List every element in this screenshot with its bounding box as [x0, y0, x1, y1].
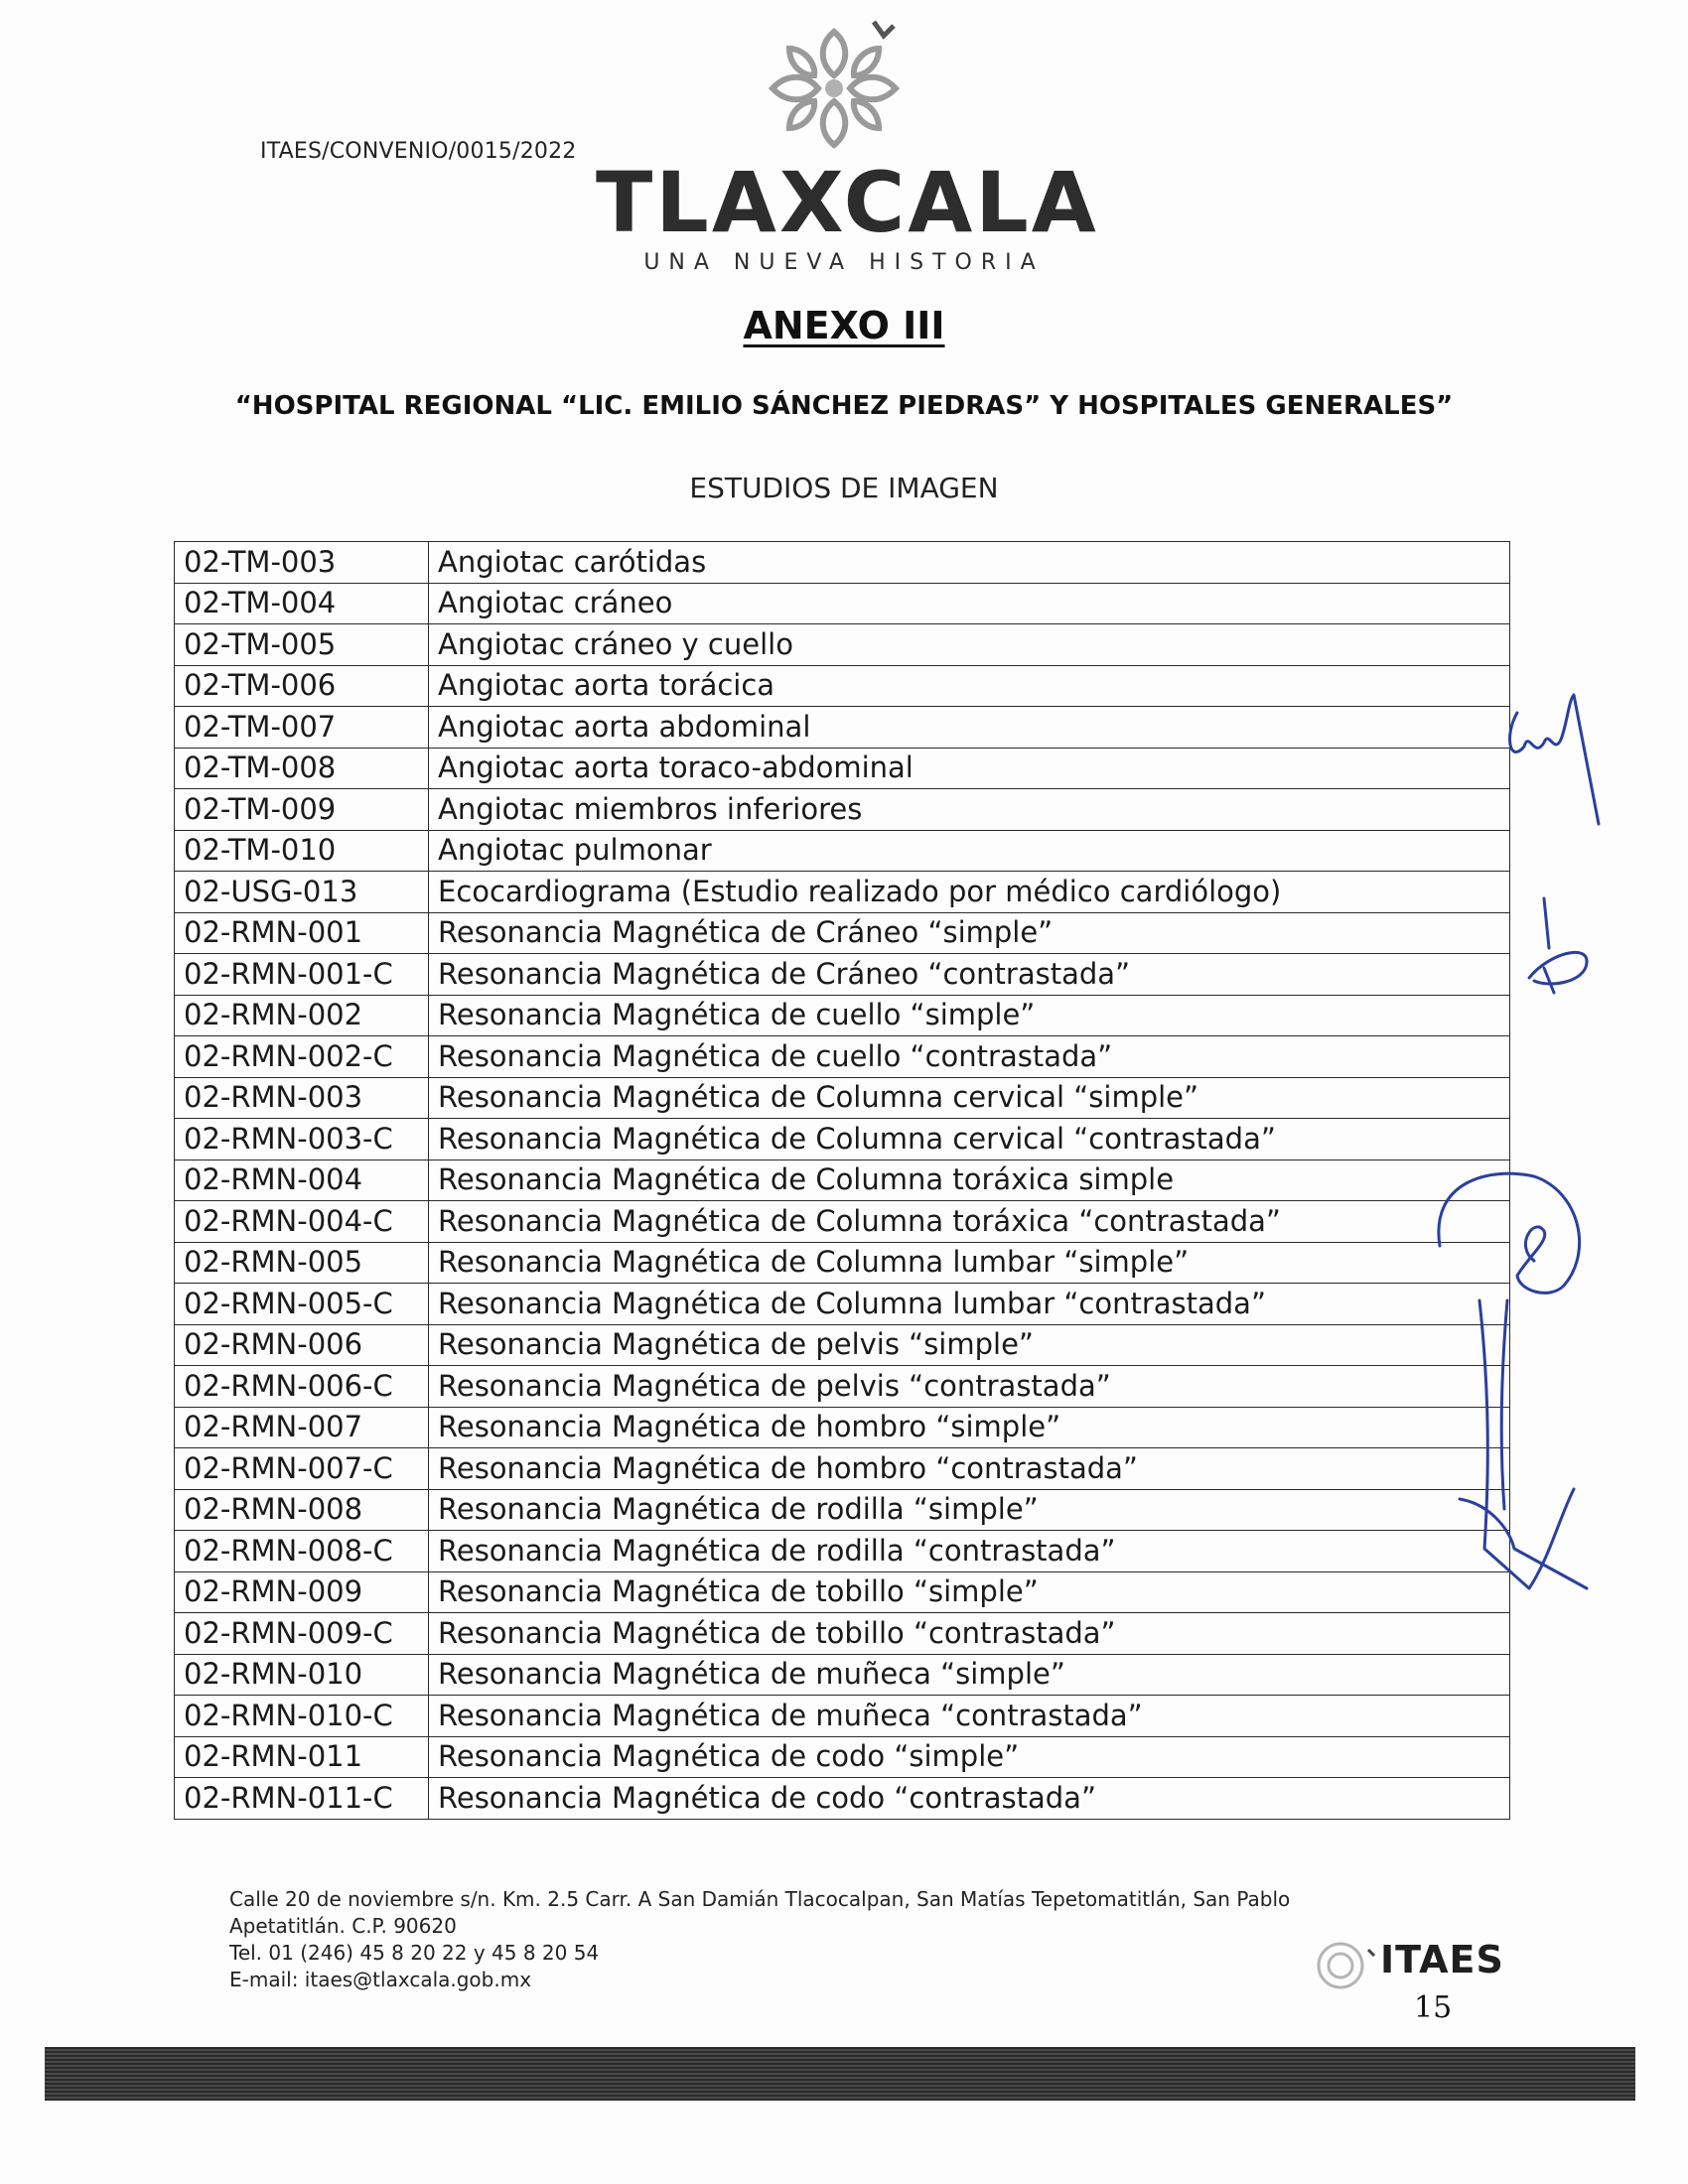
table-row — [175, 830, 1510, 872]
study-code: 02-RMN-001 — [175, 912, 429, 954]
address-line: Calle 20 de noviembre s/n. Km. 2.5 Carr. A San Damián Tlacocalpan, San Matías Tepetomatitlán, San Pablo — [229, 1887, 1291, 1911]
annex-title: ANEXO III — [743, 304, 945, 347]
study-description: Resonancia Magnética de codo “simple” — [429, 1736, 1510, 1778]
study-description: Angiotac aorta torácica — [429, 665, 1510, 707]
studies-table-body — [175, 542, 1510, 1820]
study-code: 02-RMN-007 — [175, 1407, 429, 1448]
signature-1 — [1510, 695, 1599, 824]
table-row — [175, 1036, 1510, 1078]
study-description: Resonancia Magnética de rodilla “simple” — [429, 1489, 1510, 1531]
study-code: 02-RMN-011 — [175, 1736, 429, 1778]
study-code: 02-RMN-003-C — [175, 1119, 429, 1160]
table-row — [175, 583, 1510, 624]
study-description: Resonancia Magnética de Cráneo “simple” — [429, 912, 1510, 954]
table-row — [175, 707, 1510, 749]
phone-line: Tel. 01 (246) 45 8 20 22 y 45 8 20 54 — [229, 1941, 600, 1965]
study-description: Angiotac cráneo — [429, 583, 1510, 624]
table-row — [175, 1571, 1510, 1613]
footer-bar — [45, 2047, 1635, 2101]
table-row — [175, 1119, 1510, 1160]
study-code: 02-TM-009 — [175, 789, 429, 831]
hospital-subtitle: “HOSPITAL REGIONAL “LIC. EMILIO SÁNCHEZ PIEDRAS” Y HOSPITALES GENERALES” — [234, 391, 1454, 421]
study-description: Resonancia Magnética de tobillo “simple” — [429, 1571, 1510, 1613]
study-description: Angiotac aorta toraco-abdominal — [429, 748, 1510, 789]
page-number: 15 — [1414, 1990, 1453, 2025]
study-code: 02-RMN-010 — [175, 1654, 429, 1696]
study-description: Resonancia Magnética de tobillo “contrastada” — [429, 1613, 1510, 1655]
table-row — [175, 1201, 1510, 1243]
study-code: 02-RMN-010-C — [175, 1696, 429, 1737]
study-code: 02-TM-003 — [175, 542, 429, 584]
table-row — [175, 1407, 1510, 1448]
study-description: Resonancia Magnética de Columna lumbar “contrastada” — [429, 1284, 1510, 1325]
study-code: 02-RMN-005-C — [175, 1284, 429, 1325]
study-code: 02-TM-010 — [175, 830, 429, 872]
study-code: 02-RMN-005 — [175, 1242, 429, 1284]
email-line: E-mail: itaes@tlaxcala.gob.mx — [229, 1968, 532, 1991]
study-description: Resonancia Magnética de hombro “contrastada” — [429, 1448, 1510, 1490]
table-row — [175, 1077, 1510, 1119]
study-description: Angiotac cráneo y cuello — [429, 624, 1510, 666]
study-code: 02-TM-008 — [175, 748, 429, 789]
logo-wordmark: TLAXCALA — [596, 154, 1099, 251]
study-code: 02-RMN-009-C — [175, 1613, 429, 1655]
studies-table — [174, 541, 1510, 1820]
study-description: Resonancia Magnética de hombro “simple” — [429, 1407, 1510, 1448]
itaes-logo-text: ITAES — [1380, 1938, 1504, 1981]
study-code: 02-RMN-008 — [175, 1489, 429, 1531]
study-code: 02-TM-006 — [175, 665, 429, 707]
study-description: Resonancia Magnética de rodilla “contrastada” — [429, 1531, 1510, 1572]
study-code: 02-RMN-004-C — [175, 1201, 429, 1243]
study-description: Resonancia Magnética de Columna cervical “contrastada” — [429, 1119, 1510, 1160]
study-code: 02-RMN-008-C — [175, 1531, 429, 1572]
study-description: Resonancia Magnética de cuello “simple” — [429, 995, 1510, 1036]
study-code: 02-USG-013 — [175, 872, 429, 913]
tlaxcala-emblem-icon — [735, 14, 933, 163]
study-code: 02-RMN-006-C — [175, 1366, 429, 1408]
study-code: 02-RMN-002 — [175, 995, 429, 1036]
signature-2 — [1529, 898, 1587, 993]
study-description: Resonancia Magnética de cuello “contrastada” — [429, 1036, 1510, 1078]
table-row — [175, 872, 1510, 913]
study-code: 02-TM-007 — [175, 707, 429, 749]
study-code: 02-RMN-004 — [175, 1160, 429, 1201]
study-code: 02-RMN-009 — [175, 1571, 429, 1613]
study-code: 02-RMN-007-C — [175, 1448, 429, 1490]
table-row — [175, 1242, 1510, 1284]
table-row — [175, 1324, 1510, 1366]
table-row — [175, 1366, 1510, 1408]
study-description: Resonancia Magnética de muñeca “contrastada” — [429, 1696, 1510, 1737]
table-row — [175, 912, 1510, 954]
study-description: Resonancia Magnética de Columna toráxica simple — [429, 1160, 1510, 1201]
table-row — [175, 1736, 1510, 1778]
address-line: Apetatitlán. C.P. 90620 — [229, 1914, 457, 1938]
study-description: Ecocardiograma (Estudio realizado por médico cardiólogo) — [429, 872, 1510, 913]
table-row — [175, 748, 1510, 789]
table-row — [175, 1531, 1510, 1572]
table-row — [175, 542, 1510, 584]
study-code: 02-RMN-006 — [175, 1324, 429, 1366]
table-row — [175, 1654, 1510, 1696]
study-code: 02-RMN-011-C — [175, 1778, 429, 1820]
table-row — [175, 789, 1510, 831]
study-description: Resonancia Magnética de muñeca “simple” — [429, 1654, 1510, 1696]
table-row — [175, 1448, 1510, 1490]
table-row — [175, 995, 1510, 1036]
study-description: Resonancia Magnética de Cráneo “contrastada” — [429, 954, 1510, 996]
study-code: 02-TM-005 — [175, 624, 429, 666]
agreement-reference: ITAES/CONVENIO/0015/2022 — [260, 139, 577, 164]
study-description: Angiotac pulmonar — [429, 830, 1510, 872]
section-title: ESTUDIOS DE IMAGEN — [689, 472, 999, 504]
study-code: 02-RMN-002-C — [175, 1036, 429, 1078]
table-row — [175, 1696, 1510, 1737]
table-row — [175, 1160, 1510, 1201]
table-row — [175, 1284, 1510, 1325]
logo-tagline: UNA NUEVA HISTORIA — [643, 250, 1045, 275]
study-description: Resonancia Magnética de pelvis “simple” — [429, 1324, 1510, 1366]
footer-address-block — [229, 1886, 1441, 1993]
table-row — [175, 954, 1510, 996]
study-description: Resonancia Magnética de Columna toráxica “contrastada” — [429, 1201, 1510, 1243]
table-row — [175, 624, 1510, 666]
study-code: 02-TM-004 — [175, 583, 429, 624]
study-code: 02-RMN-001-C — [175, 954, 429, 996]
study-code: 02-RMN-003 — [175, 1077, 429, 1119]
study-description: Angiotac carótidas — [429, 542, 1510, 584]
study-description: Resonancia Magnética de codo “contrastada” — [429, 1778, 1510, 1820]
table-row — [175, 1613, 1510, 1655]
study-description: Resonancia Magnética de Columna cervical “simple” — [429, 1077, 1510, 1119]
table-row — [175, 1489, 1510, 1531]
table-row — [175, 1778, 1510, 1820]
study-description: Angiotac aorta abdominal — [429, 707, 1510, 749]
study-description: Resonancia Magnética de pelvis “contrastada” — [429, 1366, 1510, 1408]
table-row — [175, 665, 1510, 707]
study-description: Angiotac miembros inferiores — [429, 789, 1510, 831]
study-description: Resonancia Magnética de Columna lumbar “simple” — [429, 1242, 1510, 1284]
